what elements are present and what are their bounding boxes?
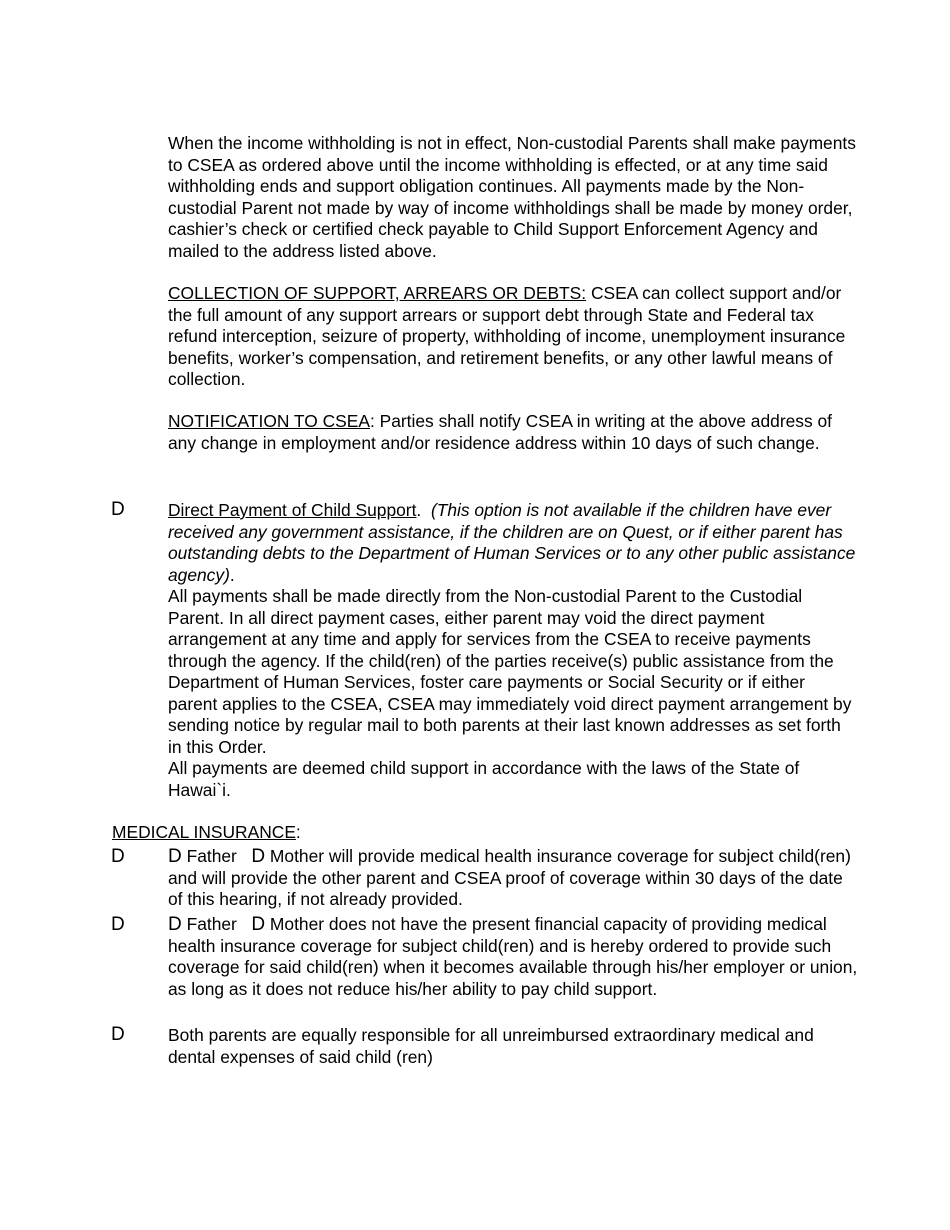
direct-payment-note-end: . xyxy=(229,564,235,585)
collection-heading: COLLECTION OF SUPPORT, ARREARS OR DEBTS: xyxy=(168,283,587,303)
direct-payment-text-1: All payments shall be made directly from the Non-custodial Parent to the Custodial Parent. In all direct payment cases, either parent may void the direct payment arrangement at any time and apply for services from the CSEA to receive payments through the agency. If the child(ren) of the parties receive(s) public assistance from the Department of Human Services, foster care payments or Social Security or if either parent applies to the CSEA, CSEA may immediately void direct payment arrangement by sending notice by regular mail to both parents at their last known addresses as set forth in this Order. xyxy=(168,586,852,757)
direct-payment-section xyxy=(168,500,858,801)
medical-item1-text: will provide medical health insurance coverage for subject child(ren) and will provide the other parent and CSEA proof of coverage within 30 days of the date of this hearing, if not already provided. xyxy=(168,846,851,909)
medical-item1-mother-label: Mother xyxy=(269,846,325,866)
notification-text: : Parties shall notify CSEA in writing at the above address of any change in employment and/or residence address within 10 days of such change. xyxy=(168,411,833,453)
medical-item3-text: Both parents are equally responsible for all unreimbursed extraordinary medical and dental expenses of said child (ren) xyxy=(168,1025,814,1067)
medical-item2-father-label: Father xyxy=(186,914,237,934)
medical-item1-father-checkbox[interactable]: D xyxy=(168,846,182,867)
direct-payment-period: . xyxy=(416,500,422,520)
direct-payment-checkbox[interactable]: D xyxy=(111,499,125,520)
collection-text: CSEA can collect support and/or the full amount of any support arrears or support debt through State and Federal tax refund interception, seizure of property, withholding of income, unemployment insurance benefits, worker’s compensation, and retirement benefits, or any other lawful means of collection. xyxy=(168,283,846,389)
medical-item2-text: does not have the present financial capacity of providing medical health insurance coverage for subject child(ren) and is hereby ordered to provide such coverage for said child(ren) when it becomes available through his/her employer or union, as long as it does not reduce his/her ability to pay child support. xyxy=(168,914,858,999)
medical-item3-checkbox[interactable]: D xyxy=(111,1024,125,1045)
medical-item2-mother-checkbox[interactable]: D xyxy=(251,914,266,935)
direct-payment-title-block xyxy=(168,500,858,586)
direct-payment-heading: Direct Payment of Child Support xyxy=(168,500,417,520)
medical-item2-father-checkbox[interactable]: D xyxy=(168,914,182,935)
withholding-paragraph xyxy=(168,133,858,262)
collection-paragraph xyxy=(168,283,858,391)
medical-item1-father-label: Father xyxy=(186,846,237,866)
medical-item3 xyxy=(168,1025,858,1068)
medical-item2-mother-label: Mother xyxy=(269,914,325,934)
medical-item2-checkbox[interactable]: D xyxy=(111,914,125,935)
medical-item1-mother-checkbox[interactable]: D xyxy=(251,846,266,867)
notification-heading: NOTIFICATION TO CSEA xyxy=(168,411,370,431)
medical-item2 xyxy=(168,914,858,1000)
withholding-text: When the income withholding is not in effect, Non-custodial Parents shall make payments to CSEA as ordered above until the income withholding is effected, or at any time said withholding ends and support obligation continues. All payments made by the Non-custodial Parent not made by way of income withholdings shall be made by money order, cashier’s check or certified check payable to Child Support Enforcement Agency and mailed to the address listed above. xyxy=(168,133,856,261)
medical-insurance-heading: MEDICAL INSURANCE xyxy=(112,822,296,842)
medical-insurance-colon: : xyxy=(295,822,301,842)
direct-payment-text-2: All payments are deemed child support in accordance with the laws of the State of Hawai`i. xyxy=(168,758,800,800)
direct-payment-note: (This option is not available if the children have ever received any government assistance, if the children are on Quest, or if either parent has outstanding debts to the Department of Human Services or to any other public assistance agency) xyxy=(168,500,856,585)
medical-item1 xyxy=(168,846,858,911)
medical-insurance-heading-line xyxy=(112,822,301,844)
notification-paragraph xyxy=(168,411,858,454)
medical-item1-checkbox[interactable]: D xyxy=(111,846,125,867)
